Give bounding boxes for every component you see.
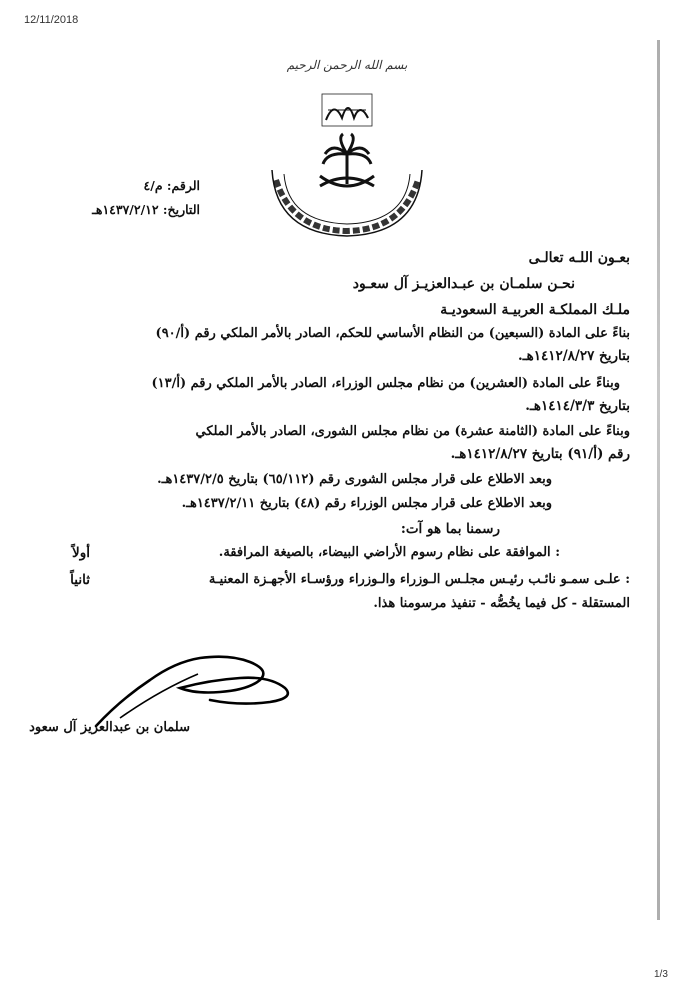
invocation: بعـون اللـه تعالـى [528, 250, 630, 266]
king-title-line: ملـك المملكـة العربيـة السعوديـة [440, 302, 630, 318]
shahada-calligraphy-icon [322, 94, 372, 126]
scan-edge-shadow [657, 40, 660, 920]
first-item-label: أولاً [72, 545, 90, 561]
second-item-text-a: : علـى سمـو نائـب رئيـس مجلـس الـوزراء والـوزراء ورؤسـاء الأجهـزة المعنيـة [208, 572, 630, 587]
clause-3-line-a: وبناءً على المادة (الثامنة عشرة) من نظام مجلس الشورى، الصادر بالأمر الملكي [195, 424, 630, 439]
print-date: 12/11/2018 [24, 14, 79, 26]
decree-number: الرقم: م/٤ [143, 178, 200, 193]
clause-5-line: وبعد الاطلاع على قرار مجلس الوزراء رقم (٤٨) بتاريخ ١٤٣٧/٢/١١هـ. [181, 496, 552, 511]
decree-date: التاريخ: ١٤٣٧/٢/١٢هـ [92, 202, 200, 217]
king-name-line: نحـن سلمـان بن عبـدالعزيـز آل سعـود [352, 276, 575, 292]
basmala-calligraphy: بسم الله الرحمن الرحيم [286, 58, 408, 72]
royal-crest [262, 90, 432, 244]
handwritten-signature [80, 640, 310, 730]
clause-4-line: وبعد الاطلاع على قرار مجلس الشورى رقم (٦٥/١١٢) بتاريخ ١٤٣٧/٢/٥هـ. [157, 472, 552, 487]
clause-1-line-b: بتاريخ ١٤١٢/٨/٢٧هـ. [517, 348, 630, 364]
signature-name: سلمان بن عبدالعزيز آل سعود [29, 720, 190, 735]
clause-3-line-b: رقم (أ/٩١) بتاريخ ١٤١٢/٨/٢٧هـ. [450, 446, 630, 462]
second-item-text-b: المستقلة - كل فيما يخُصُّه - تنفيذ مرسومنا هذا. [373, 596, 630, 611]
clause-1-line-a: بناءً على المادة (السبعين) من النظام الأساسي للحكم، الصادر بالأمر الملكي رقم (أ/٩٠) [155, 326, 630, 341]
page-number: 1/3 [654, 969, 668, 980]
clause-2-line-b: بتاريخ ١٤١٤/٣/٣هـ. [525, 398, 630, 414]
first-item-text: : الموافقة على نظام رسوم الأراضي البيضاء، بالصيغة المرافقة. [218, 545, 560, 560]
decreed-line: رسمنا بما هو آت: [400, 521, 500, 537]
palm-and-swords-emblem-icon [262, 90, 432, 240]
clause-2-line-a: وبناءً على المادة (العشرين) من نظام مجلس الوزراء، الصادر بالأمر الملكي رقم (أ/١٣) [151, 376, 620, 391]
second-item-label: ثانياً [70, 572, 90, 588]
